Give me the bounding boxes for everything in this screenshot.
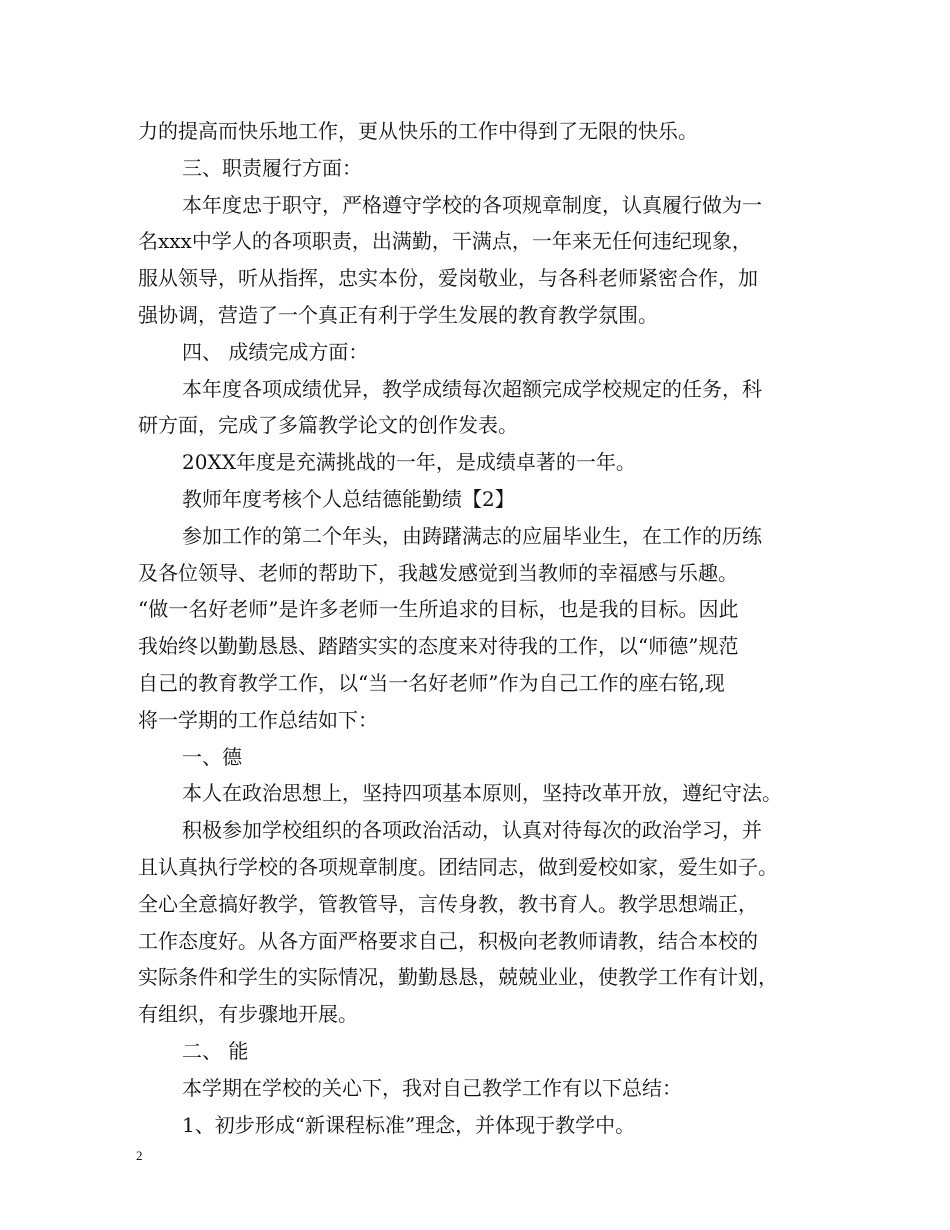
text-line: “做一名好老师”是许多老师一生所追求的目标，也是我的目标。因此 [138,597,739,622]
text-line: 我始终以勤勤恳恳、踏踏实实的态度来对待我的工作，以“师德”规范 [138,634,739,659]
text-line: 及各位领导、老师的帮助下，我越发感觉到当教师的幸福感与乐趣。 [138,560,738,585]
text-line: 三、职责履行方面： [182,155,362,180]
text-line: 且认真执行学校的各项规章制度。团结同志，做到爱校如家，爱生如子。 [138,854,778,879]
text-line: 参加工作的第二个年头，由踌躇满志的应届毕业生，在工作的历练 [182,523,762,548]
text-line: 教师年度考核个人总结德能勤绩【2】 [182,486,515,511]
page-number: 2 [136,1148,143,1163]
text-line: 四、 成绩完成方面： [182,339,369,364]
text-line: 研方面，完成了多篇教学论文的创作发表。 [138,413,518,438]
text-line: 自己的教育教学工作，以“当一名好老师”作为自己工作的座右铭,现 [138,670,725,695]
text-line: 全心全意搞好教学，管教管导，言传身教，教书育人。教学思想端正， [138,891,758,916]
text-line: 本年度忠于职守，严格遵守学校的各项规章制度，认真履行做为一 [182,192,762,217]
text-line: 将一学期的工作总结如下： [138,707,378,732]
text-line: 本人在政治思想上，坚持四项基本原则，坚持改革开放，遵纪守法。 [182,781,782,806]
body-text [138,113,828,1143]
text-line: 力的提高而快乐地工作，更从快乐的工作中得到了无限的快乐。 [138,119,698,143]
text-line: 服从领导，听从指挥，忠实本份，爱岗敬业，与各科老师紧密合作，加 [138,266,758,291]
text-line: 1、初步形成“新课程标准”理念，并体现于教学中。 [182,1112,636,1137]
text-line: 强协调，营造了一个真正有利于学生发展的教育教学氛围。 [138,302,658,327]
text-line: 本年度各项成绩优异，教学成绩每次超额完成学校规定的任务，科 [182,376,762,401]
text-line: 名xxx中学人的各项职责，出满勤，干满点，一年来无任何违纪现象， [138,229,752,254]
text-line: 20XX年度是充满挑战的一年，是成绩卓著的一年。 [182,450,636,475]
text-line: 积极参加学校组织的各项政治活动，认真对待每次的政治学习，并 [182,818,762,843]
text-line: 一、德 [182,744,242,769]
text-line: 二、 能 [182,1038,249,1063]
text-line: 工作态度好。从各方面严格要求自己，积极向老教师请教，结合本校的 [138,928,758,953]
text-line: 实际条件和学生的实际情况，勤勤恳恳，兢兢业业，使教学工作有计划， [138,965,778,990]
text-line: 本学期在学校的关心下，我对自己教学工作有以下总结： [182,1075,682,1100]
text-line: 有组织，有步骤地开展。 [138,1002,358,1027]
